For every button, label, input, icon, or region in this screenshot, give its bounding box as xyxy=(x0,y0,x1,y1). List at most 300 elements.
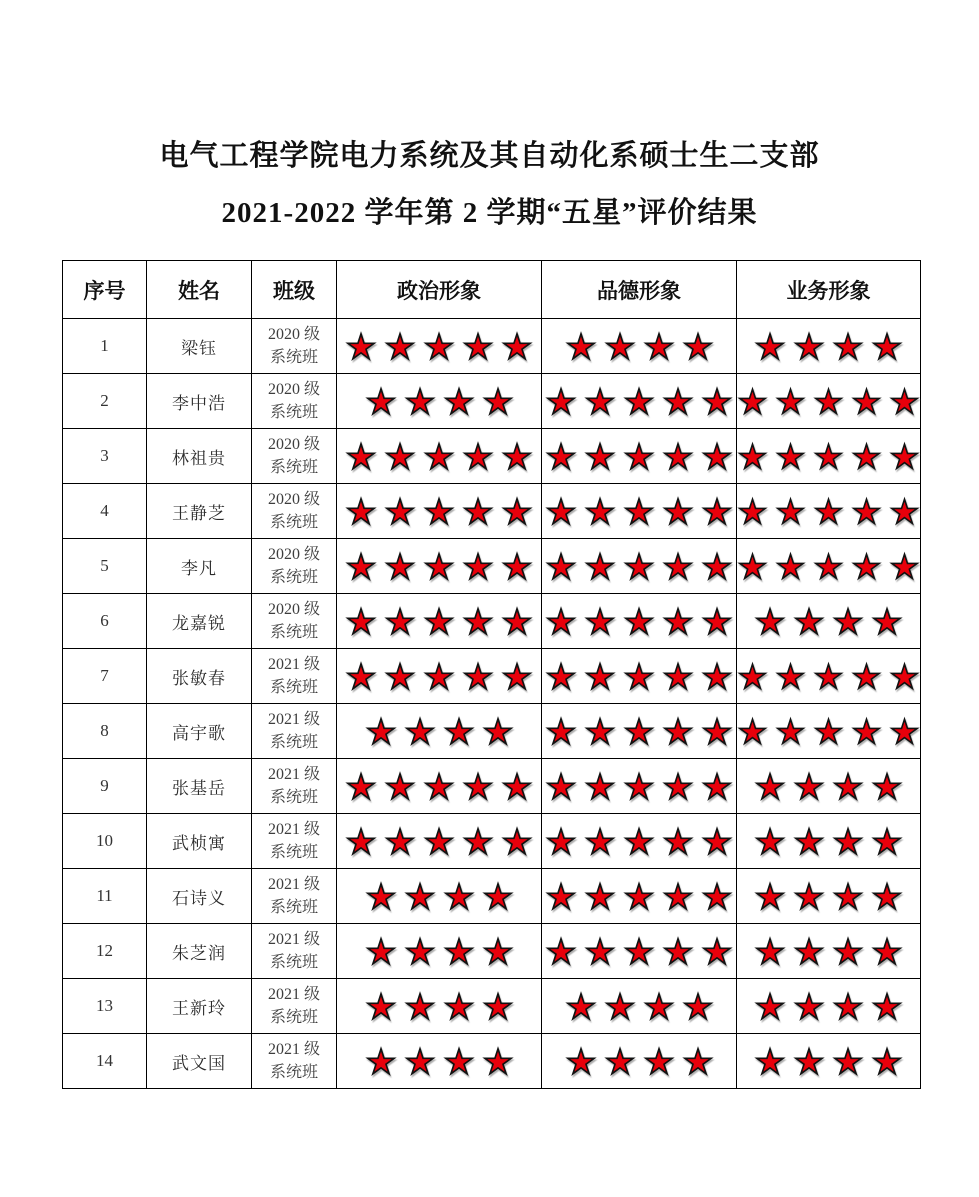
star-icon xyxy=(871,991,903,1022)
professional-stars xyxy=(737,441,920,472)
class-name-line: 系统班 xyxy=(269,459,318,476)
table-row xyxy=(63,539,921,594)
cell-serial-no: 5 xyxy=(63,539,147,594)
star-icon xyxy=(643,1046,675,1077)
star-icon xyxy=(871,331,903,362)
class-year-line: 2020 级 xyxy=(267,490,320,508)
star-icon xyxy=(662,496,694,527)
star-icon xyxy=(682,991,714,1022)
cell-student-name: 张基岳 xyxy=(147,759,252,814)
star-icon xyxy=(345,771,377,802)
professional-stars xyxy=(737,386,920,417)
star-icon xyxy=(737,716,768,747)
star-icon xyxy=(793,771,825,802)
moral-stars xyxy=(542,716,736,747)
star-icon xyxy=(832,936,864,967)
cell-serial-no: 9 xyxy=(63,759,147,814)
cell-serial-no: 7 xyxy=(63,649,147,704)
cell-moral-rating xyxy=(542,869,737,924)
cell-professional-rating xyxy=(737,649,921,704)
star-icon xyxy=(662,936,694,967)
star-icon xyxy=(462,826,494,857)
star-icon xyxy=(384,661,416,692)
class-name-line: 系统班 xyxy=(269,679,318,696)
star-icon xyxy=(701,881,733,912)
star-icon xyxy=(754,771,786,802)
political-stars xyxy=(337,771,541,802)
star-icon xyxy=(682,1046,714,1077)
star-icon xyxy=(423,441,455,472)
star-icon xyxy=(365,881,397,912)
star-icon xyxy=(545,386,577,417)
star-icon xyxy=(443,716,475,747)
class-year-line: 2020 级 xyxy=(267,380,320,398)
moral-stars xyxy=(542,936,736,967)
star-icon xyxy=(775,661,806,692)
star-icon xyxy=(662,386,694,417)
star-icon xyxy=(404,716,436,747)
star-icon xyxy=(462,606,494,637)
cell-class xyxy=(252,374,337,429)
star-icon xyxy=(423,331,455,362)
cell-moral-rating xyxy=(542,1034,737,1089)
table-row xyxy=(63,704,921,759)
star-icon xyxy=(501,551,533,582)
class-year-line: 2021 级 xyxy=(267,875,320,893)
cell-moral-rating xyxy=(542,319,737,374)
cell-serial-no: 12 xyxy=(63,924,147,979)
class-year-line: 2021 级 xyxy=(267,1040,320,1058)
moral-stars xyxy=(542,991,736,1022)
star-icon xyxy=(832,331,864,362)
class-name-line: 系统班 xyxy=(269,514,318,531)
class-name-line: 系统班 xyxy=(269,899,318,916)
cell-student-name: 王新玲 xyxy=(147,979,252,1034)
political-stars xyxy=(337,331,541,362)
star-icon xyxy=(832,771,864,802)
cell-professional-rating xyxy=(737,319,921,374)
star-icon xyxy=(545,606,577,637)
table-row xyxy=(63,374,921,429)
star-icon xyxy=(423,606,455,637)
star-icon xyxy=(345,661,377,692)
header-professional: 业务形象 xyxy=(737,261,921,319)
star-icon xyxy=(501,826,533,857)
star-icon xyxy=(584,661,616,692)
class-name-line: 系统班 xyxy=(269,789,318,806)
star-icon xyxy=(623,881,655,912)
cell-moral-rating xyxy=(542,704,737,759)
cell-class xyxy=(252,869,337,924)
star-icon xyxy=(345,606,377,637)
star-icon xyxy=(662,771,694,802)
star-icon xyxy=(737,551,768,582)
star-icon xyxy=(775,441,806,472)
cell-political-rating xyxy=(337,594,542,649)
cell-student-name: 朱芝润 xyxy=(147,924,252,979)
moral-stars xyxy=(542,551,736,582)
cell-class xyxy=(252,924,337,979)
table-row xyxy=(63,759,921,814)
cell-professional-rating xyxy=(737,484,921,539)
star-icon xyxy=(462,771,494,802)
star-icon xyxy=(565,1046,597,1077)
star-icon xyxy=(345,496,377,527)
star-icon xyxy=(832,606,864,637)
cell-serial-no: 14 xyxy=(63,1034,147,1089)
class-name-line: 系统班 xyxy=(269,404,318,421)
cell-moral-rating xyxy=(542,594,737,649)
star-icon xyxy=(443,881,475,912)
table-row xyxy=(63,649,921,704)
star-icon xyxy=(813,661,844,692)
class-year-line: 2021 级 xyxy=(267,820,320,838)
cell-professional-rating xyxy=(737,979,921,1034)
political-stars xyxy=(337,496,541,527)
moral-stars xyxy=(542,331,736,362)
cell-serial-no: 4 xyxy=(63,484,147,539)
star-icon xyxy=(662,441,694,472)
star-icon xyxy=(775,496,806,527)
cell-political-rating xyxy=(337,319,542,374)
moral-stars xyxy=(542,606,736,637)
star-icon xyxy=(701,606,733,637)
star-icon xyxy=(643,331,675,362)
star-icon xyxy=(623,771,655,802)
table-row xyxy=(63,869,921,924)
class-year-line: 2021 级 xyxy=(267,655,320,673)
star-icon xyxy=(754,606,786,637)
cell-class xyxy=(252,814,337,869)
political-stars xyxy=(337,606,541,637)
star-icon xyxy=(775,386,806,417)
star-icon xyxy=(365,716,397,747)
star-icon xyxy=(462,551,494,582)
star-icon xyxy=(443,936,475,967)
star-icon xyxy=(501,661,533,692)
star-icon xyxy=(662,661,694,692)
cell-political-rating xyxy=(337,484,542,539)
star-icon xyxy=(623,661,655,692)
star-icon xyxy=(737,441,768,472)
cell-political-rating xyxy=(337,374,542,429)
star-icon xyxy=(345,441,377,472)
star-icon xyxy=(404,881,436,912)
star-icon xyxy=(662,551,694,582)
star-icon xyxy=(584,551,616,582)
star-icon xyxy=(754,826,786,857)
star-icon xyxy=(754,881,786,912)
star-icon xyxy=(623,441,655,472)
professional-stars xyxy=(737,661,920,692)
star-icon xyxy=(384,331,416,362)
star-icon xyxy=(793,331,825,362)
cell-student-name: 李中浩 xyxy=(147,374,252,429)
star-icon xyxy=(737,386,768,417)
title-line-2: 2021-2022 学年第 2 学期“五星”评价结果 xyxy=(221,197,758,229)
class-name-line: 系统班 xyxy=(269,624,318,641)
star-icon xyxy=(701,771,733,802)
star-icon xyxy=(662,716,694,747)
star-icon xyxy=(662,826,694,857)
cell-class xyxy=(252,539,337,594)
class-name-line: 系统班 xyxy=(269,734,318,751)
star-icon xyxy=(482,1046,514,1077)
star-icon xyxy=(832,1046,864,1077)
star-icon xyxy=(813,716,844,747)
star-icon xyxy=(462,496,494,527)
star-icon xyxy=(501,606,533,637)
star-icon xyxy=(545,881,577,912)
cell-professional-rating xyxy=(737,374,921,429)
cell-class xyxy=(252,759,337,814)
moral-stars xyxy=(542,441,736,472)
star-icon xyxy=(643,991,675,1022)
cell-class xyxy=(252,484,337,539)
star-icon xyxy=(701,826,733,857)
cell-student-name: 梁钰 xyxy=(147,319,252,374)
star-icon xyxy=(623,496,655,527)
cell-political-rating xyxy=(337,649,542,704)
class-name-line: 系统班 xyxy=(269,1009,318,1026)
professional-stars xyxy=(737,826,920,857)
star-icon xyxy=(545,826,577,857)
header-class: 班级 xyxy=(252,261,337,319)
star-icon xyxy=(545,441,577,472)
star-icon xyxy=(384,551,416,582)
star-icon xyxy=(501,771,533,802)
cell-student-name: 张敏春 xyxy=(147,649,252,704)
professional-stars xyxy=(737,1046,920,1077)
star-icon xyxy=(851,441,882,472)
star-icon xyxy=(889,661,920,692)
rating-table xyxy=(62,260,921,1089)
star-icon xyxy=(813,496,844,527)
star-icon xyxy=(889,716,920,747)
star-icon xyxy=(462,331,494,362)
star-icon xyxy=(623,936,655,967)
star-icon xyxy=(851,551,882,582)
cell-serial-no: 11 xyxy=(63,869,147,924)
star-icon xyxy=(793,936,825,967)
star-icon xyxy=(482,386,514,417)
cell-political-rating xyxy=(337,1034,542,1089)
moral-stars xyxy=(542,881,736,912)
political-stars xyxy=(337,386,541,417)
cell-student-name: 龙嘉锐 xyxy=(147,594,252,649)
star-icon xyxy=(482,991,514,1022)
cell-serial-no: 1 xyxy=(63,319,147,374)
star-icon xyxy=(871,826,903,857)
star-icon xyxy=(584,936,616,967)
class-year-line: 2020 级 xyxy=(267,600,320,618)
cell-serial-no: 10 xyxy=(63,814,147,869)
star-icon xyxy=(701,386,733,417)
class-year-line: 2020 级 xyxy=(267,325,320,343)
class-name-line: 系统班 xyxy=(269,1064,318,1081)
cell-political-rating xyxy=(337,924,542,979)
cell-professional-rating xyxy=(737,1034,921,1089)
cell-political-rating xyxy=(337,759,542,814)
table-row xyxy=(63,924,921,979)
table-row xyxy=(63,429,921,484)
star-icon xyxy=(623,606,655,637)
star-icon xyxy=(545,551,577,582)
star-icon xyxy=(871,881,903,912)
star-icon xyxy=(775,551,806,582)
star-icon xyxy=(584,716,616,747)
moral-stars xyxy=(542,1046,736,1077)
class-name-line: 系统班 xyxy=(269,349,318,366)
star-icon xyxy=(793,1046,825,1077)
star-icon xyxy=(384,606,416,637)
star-icon xyxy=(889,496,920,527)
star-icon xyxy=(701,661,733,692)
cell-class xyxy=(252,429,337,484)
political-stars xyxy=(337,826,541,857)
star-icon xyxy=(384,771,416,802)
table-row xyxy=(63,594,921,649)
cell-moral-rating xyxy=(542,374,737,429)
cell-serial-no: 13 xyxy=(63,979,147,1034)
political-stars xyxy=(337,991,541,1022)
star-icon xyxy=(793,991,825,1022)
star-icon xyxy=(813,386,844,417)
star-icon xyxy=(737,661,768,692)
table-row xyxy=(63,319,921,374)
star-icon xyxy=(384,441,416,472)
cell-moral-rating xyxy=(542,979,737,1034)
star-icon xyxy=(545,936,577,967)
header-political: 政治形象 xyxy=(337,261,542,319)
star-icon xyxy=(545,771,577,802)
star-icon xyxy=(662,881,694,912)
political-stars xyxy=(337,661,541,692)
table-row xyxy=(63,1034,921,1089)
star-icon xyxy=(462,441,494,472)
class-name-line: 系统班 xyxy=(269,569,318,586)
star-icon xyxy=(604,1046,636,1077)
cell-class xyxy=(252,594,337,649)
star-icon xyxy=(565,991,597,1022)
star-icon xyxy=(851,716,882,747)
star-icon xyxy=(443,991,475,1022)
star-icon xyxy=(701,441,733,472)
star-icon xyxy=(423,826,455,857)
star-icon xyxy=(813,551,844,582)
political-stars xyxy=(337,441,541,472)
political-stars xyxy=(337,881,541,912)
moral-stars xyxy=(542,826,736,857)
star-icon xyxy=(682,331,714,362)
cell-student-name: 林祖贵 xyxy=(147,429,252,484)
star-icon xyxy=(871,1046,903,1077)
star-icon xyxy=(701,496,733,527)
star-icon xyxy=(851,496,882,527)
star-icon xyxy=(443,386,475,417)
moral-stars xyxy=(542,386,736,417)
cell-student-name: 高宇歌 xyxy=(147,704,252,759)
star-icon xyxy=(889,441,920,472)
star-icon xyxy=(345,551,377,582)
star-icon xyxy=(365,991,397,1022)
cell-professional-rating xyxy=(737,814,921,869)
star-icon xyxy=(775,716,806,747)
star-icon xyxy=(889,551,920,582)
star-icon xyxy=(584,771,616,802)
table-row xyxy=(63,484,921,539)
cell-political-rating xyxy=(337,429,542,484)
star-icon xyxy=(754,331,786,362)
star-icon xyxy=(813,441,844,472)
star-icon xyxy=(404,991,436,1022)
star-icon xyxy=(404,1046,436,1077)
cell-professional-rating xyxy=(737,759,921,814)
cell-student-name: 武文国 xyxy=(147,1034,252,1089)
cell-moral-rating xyxy=(542,429,737,484)
professional-stars xyxy=(737,551,920,582)
cell-serial-no: 6 xyxy=(63,594,147,649)
star-icon xyxy=(737,496,768,527)
star-icon xyxy=(701,551,733,582)
cell-class xyxy=(252,319,337,374)
star-icon xyxy=(423,496,455,527)
star-icon xyxy=(701,936,733,967)
cell-class xyxy=(252,649,337,704)
star-icon xyxy=(482,936,514,967)
star-icon xyxy=(365,936,397,967)
table-row xyxy=(63,979,921,1034)
star-icon xyxy=(871,606,903,637)
star-icon xyxy=(545,716,577,747)
star-icon xyxy=(584,496,616,527)
star-icon xyxy=(462,661,494,692)
cell-moral-rating xyxy=(542,924,737,979)
document-title xyxy=(0,128,979,242)
cell-serial-no: 3 xyxy=(63,429,147,484)
star-icon xyxy=(832,991,864,1022)
table-header-row xyxy=(63,261,921,319)
star-icon xyxy=(851,386,882,417)
star-icon xyxy=(793,826,825,857)
cell-moral-rating xyxy=(542,649,737,704)
star-icon xyxy=(365,386,397,417)
star-icon xyxy=(871,771,903,802)
cell-student-name: 王静芝 xyxy=(147,484,252,539)
political-stars xyxy=(337,936,541,967)
political-stars xyxy=(337,551,541,582)
star-icon xyxy=(604,331,636,362)
class-year-line: 2020 级 xyxy=(267,545,320,563)
cell-professional-rating xyxy=(737,704,921,759)
moral-stars xyxy=(542,661,736,692)
star-icon xyxy=(604,991,636,1022)
cell-student-name: 石诗义 xyxy=(147,869,252,924)
star-icon xyxy=(851,661,882,692)
political-stars xyxy=(337,716,541,747)
cell-political-rating xyxy=(337,814,542,869)
star-icon xyxy=(584,826,616,857)
class-name-line: 系统班 xyxy=(269,954,318,971)
cell-class xyxy=(252,979,337,1034)
star-icon xyxy=(345,826,377,857)
title-line-1: 电气工程学院电力系统及其自动化系硕士生二支部 xyxy=(159,140,820,172)
professional-stars xyxy=(737,496,920,527)
header-moral: 品德形象 xyxy=(542,261,737,319)
cell-political-rating xyxy=(337,704,542,759)
cell-political-rating xyxy=(337,979,542,1034)
star-icon xyxy=(754,936,786,967)
